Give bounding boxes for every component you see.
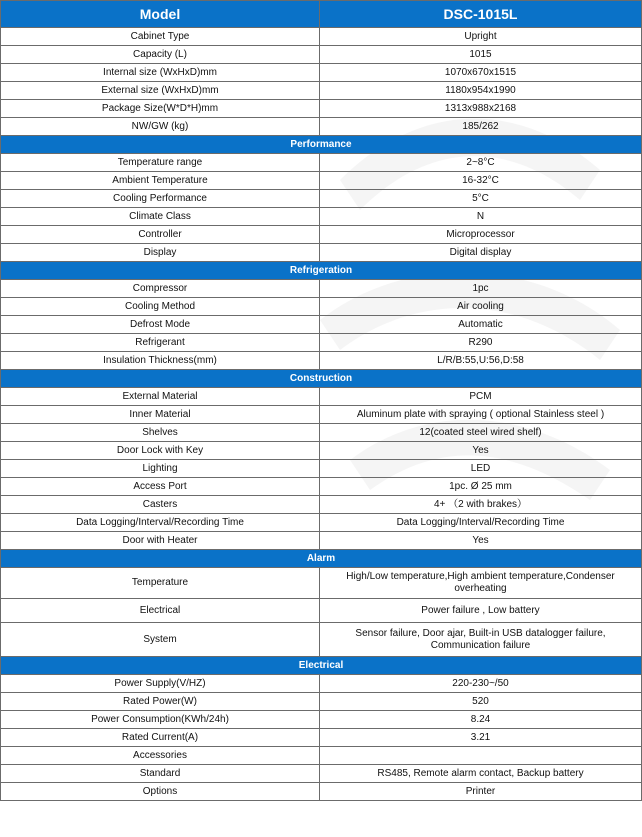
spec-row — [1, 28, 642, 46]
spec-value: L/R/B:55,U:56,D:58 — [320, 352, 642, 370]
spec-row — [1, 388, 642, 406]
spec-label: Shelves — [1, 424, 320, 442]
spec-label: Power Consumption(KWh/24h) — [1, 711, 320, 729]
section-title: Alarm — [1, 550, 642, 568]
spec-value: 1070x670x1515 — [320, 64, 642, 82]
spec-row — [1, 172, 642, 190]
model-header-row — [1, 1, 642, 28]
spec-label: Defrost Mode — [1, 316, 320, 334]
spec-row — [1, 623, 642, 657]
spec-row — [1, 460, 642, 478]
spec-label: Temperature — [1, 568, 320, 599]
spec-value: Upright — [320, 28, 642, 46]
spec-value: 1313x988x2168 — [320, 100, 642, 118]
spec-value: 16-32°C — [320, 172, 642, 190]
spec-row — [1, 693, 642, 711]
spec-label: Package Size(W*D*H)mm — [1, 100, 320, 118]
spec-value: 5°C — [320, 190, 642, 208]
spec-value: 1pc. Ø 25 mm — [320, 478, 642, 496]
section-header-alarm — [1, 550, 642, 568]
spec-value: Power failure , Low battery — [320, 599, 642, 623]
spec-value: Sensor failure, Door ajar, Built-in USB datalogger failure, Communication failure — [320, 623, 642, 657]
spec-row — [1, 64, 642, 82]
spec-value: Data Logging/Interval/Recording Time — [320, 514, 642, 532]
spec-label: Cooling Method — [1, 298, 320, 316]
spec-label: Display — [1, 244, 320, 262]
spec-row — [1, 532, 642, 550]
spec-row — [1, 514, 642, 532]
section-title: Refrigeration — [1, 262, 642, 280]
spec-value: Digital display — [320, 244, 642, 262]
spec-label: Lighting — [1, 460, 320, 478]
spec-row — [1, 226, 642, 244]
spec-label: Access Port — [1, 478, 320, 496]
spec-value: Aluminum plate with spraying ( optional Stainless steel ) — [320, 406, 642, 424]
spec-value — [320, 747, 642, 765]
spec-row — [1, 675, 642, 693]
section-header-electrical — [1, 657, 642, 675]
spec-row — [1, 747, 642, 765]
spec-value: R290 — [320, 334, 642, 352]
spec-label: Climate Class — [1, 208, 320, 226]
spec-label: Capacity (L) — [1, 46, 320, 64]
section-header-refrigeration — [1, 262, 642, 280]
section-title: Electrical — [1, 657, 642, 675]
spec-value: 4+ （2 with brakes） — [320, 496, 642, 514]
spec-label: Rated Current(A) — [1, 729, 320, 747]
spec-row — [1, 568, 642, 599]
spec-row — [1, 711, 642, 729]
spec-value: Yes — [320, 532, 642, 550]
spec-row — [1, 334, 642, 352]
spec-row — [1, 118, 642, 136]
spec-row — [1, 783, 642, 801]
spec-label: Cooling Performance — [1, 190, 320, 208]
spec-row — [1, 478, 642, 496]
section-header-performance — [1, 136, 642, 154]
spec-label: Compressor — [1, 280, 320, 298]
spec-row — [1, 244, 642, 262]
spec-row — [1, 316, 642, 334]
spec-value: Printer — [320, 783, 642, 801]
spec-value: 2~8°C — [320, 154, 642, 172]
spec-row — [1, 765, 642, 783]
spec-value: 220-230~/50 — [320, 675, 642, 693]
spec-value: Automatic — [320, 316, 642, 334]
spec-row — [1, 298, 642, 316]
section-header-construction — [1, 370, 642, 388]
spec-value: N — [320, 208, 642, 226]
spec-label: Cabinet Type — [1, 28, 320, 46]
spec-label: System — [1, 623, 320, 657]
section-title: Construction — [1, 370, 642, 388]
spec-row — [1, 599, 642, 623]
spec-row — [1, 352, 642, 370]
spec-row — [1, 190, 642, 208]
spec-label: Accessories — [1, 747, 320, 765]
spec-row — [1, 100, 642, 118]
spec-label: Ambient Temperature — [1, 172, 320, 190]
spec-label: Inner Material — [1, 406, 320, 424]
spec-value: 12(coated steel wired shelf) — [320, 424, 642, 442]
model-label: Model — [1, 1, 320, 28]
spec-value: Air cooling — [320, 298, 642, 316]
spec-label: External Material — [1, 388, 320, 406]
spec-row — [1, 496, 642, 514]
spec-value: Yes — [320, 442, 642, 460]
spec-label: Power Supply(V/HZ) — [1, 675, 320, 693]
spec-label: Refrigerant — [1, 334, 320, 352]
spec-row — [1, 208, 642, 226]
spec-value: 1015 — [320, 46, 642, 64]
spec-value: 1180x954x1990 — [320, 82, 642, 100]
spec-value: RS485, Remote alarm contact, Backup battery — [320, 765, 642, 783]
spec-value: High/Low temperature,High ambient temperature,Condenser overheating — [320, 568, 642, 599]
spec-label: Insulation Thickness(mm) — [1, 352, 320, 370]
spec-value: 185/262 — [320, 118, 642, 136]
spec-value: Microprocessor — [320, 226, 642, 244]
spec-row — [1, 154, 642, 172]
spec-label: Controller — [1, 226, 320, 244]
model-value: DSC-1015L — [320, 1, 642, 28]
spec-value: PCM — [320, 388, 642, 406]
spec-label: Standard — [1, 765, 320, 783]
spec-row — [1, 46, 642, 64]
spec-label: Temperature range — [1, 154, 320, 172]
spec-label: Internal size (WxHxD)mm — [1, 64, 320, 82]
spec-value: 1pc — [320, 280, 642, 298]
spec-label: Door Lock with Key — [1, 442, 320, 460]
spec-row — [1, 424, 642, 442]
spec-row — [1, 406, 642, 424]
spec-value: 520 — [320, 693, 642, 711]
spec-row — [1, 280, 642, 298]
spec-label: Data Logging/Interval/Recording Time — [1, 514, 320, 532]
spec-value: 8.24 — [320, 711, 642, 729]
spec-value: LED — [320, 460, 642, 478]
spec-row — [1, 442, 642, 460]
spec-label: Electrical — [1, 599, 320, 623]
spec-label: NW/GW (kg) — [1, 118, 320, 136]
spec-value: 3.21 — [320, 729, 642, 747]
spec-row — [1, 729, 642, 747]
spec-label: Casters — [1, 496, 320, 514]
spec-label: Rated Power(W) — [1, 693, 320, 711]
spec-label: External size (WxHxD)mm — [1, 82, 320, 100]
spec-label: Options — [1, 783, 320, 801]
section-title: Performance — [1, 136, 642, 154]
spec-label: Door with Heater — [1, 532, 320, 550]
spec-row — [1, 82, 642, 100]
